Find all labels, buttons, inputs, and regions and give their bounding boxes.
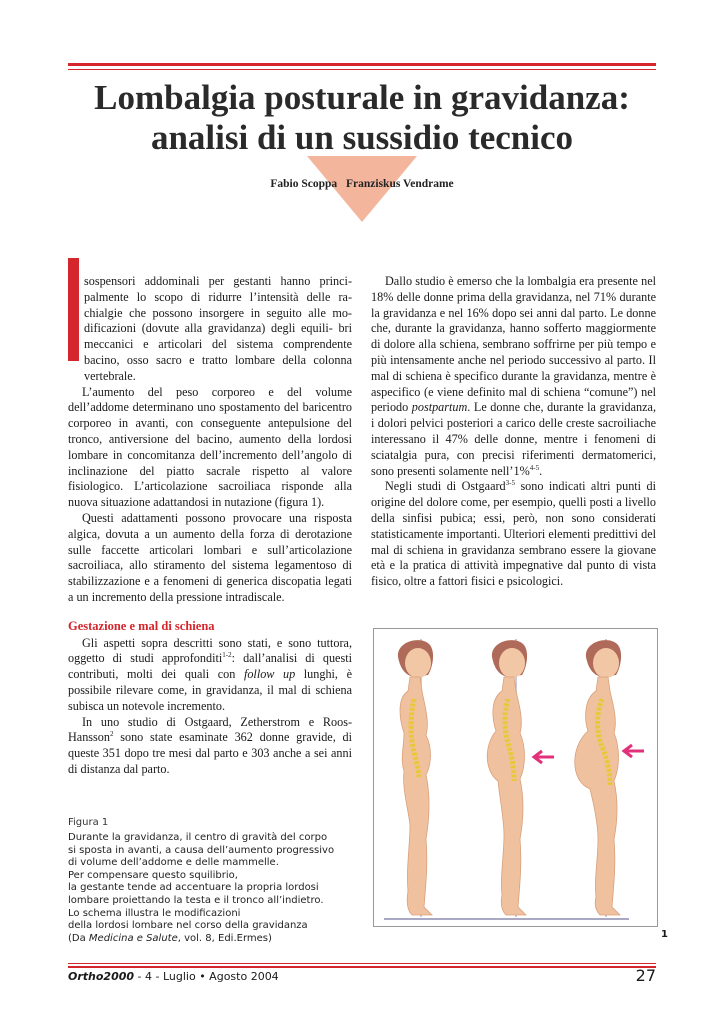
header-rule-thin [68,69,656,70]
caption-line: lombare proiettando la testa e il tronco all’indietro. [68,894,324,906]
reference-superscript: 2 [109,730,114,739]
paragraph-baricentro: L’aumento del peso corporeo e del volume dell’addome determinano uno spostamento del baricentro corporeo in avanti, con conseguente antepulsione del tronco, antiversione del bacino, aumento della lordosi lombare in concomitanza dell’incremento dell’angolo di inclinazione del piatto sacrale rispetto al valore fisiologico. L’articolazione sacroiliaca risponde alla nuova situazione adattandosi in nutazione (figura 1). [68,384,352,510]
intro-paragraph [68,274,352,385]
reference-superscript: 1-2 [222,651,232,660]
pink-arrow-icon [534,751,554,763]
text-run: Dallo studio è emerso che la lombalgia era presente nel 18% delle donne prima della gravidanza, nel 71% durante la gravidanza e nel 16% dopo sei anni dal parto. Le donne che, durante la gravidanza, hanno sofferto maggiormente di dolore alla schiena, sembrano soffrirne per più tempo e più intensamente anche nel periodo successivo al parto. Il mal di schiena è specifico durante la gravidanza, mentre è aspecifico (e viene definito mal di schiena “comune”) nel periodo [371,274,656,415]
paragraph-studi [68,636,352,715]
issue-date: - 4 - Luglio • Agosto 2004 [134,970,279,983]
woman-figure-2 [487,640,554,915]
caption-line: Lo schema illustra le modificazioni [68,907,241,919]
left-column [68,274,352,778]
footer-rule-thick [68,966,656,968]
text-run: Gli aspetti sopra descritti sono stati, e sono tuttora, oggetto di studi approfonditi [68,635,352,666]
intro-line: dificazioni (dovute alla gravidanza) degli equili- [84,321,333,336]
author-2: Franziskus Vendrame [346,178,454,190]
caption-source [68,933,368,946]
intro-line: chialgie che possono insorgere in seguito alle mo- [84,305,352,320]
intro-line: palmente lo scopo di ridurre l’intensità delle ra- [84,289,352,304]
text-run: lunghi, è possibile rilevare come, in gravidanza, il mal di schiena subisca un notevole incremento. [68,667,352,713]
caption-line: Per compensare questo squilibrio, [68,869,238,881]
text-run: Negli studi di Ostgaard [385,479,506,494]
reference-superscript: 3-5 [505,479,515,488]
paragraph-altri-punti [371,479,656,590]
text-run: . Le donne che, durante la gravidanza, i dolori pelvici posteriori a carico delle creste sacroiliache interessano il 47% delle donne, mentre i fenomeni di sciatalgia pura, con precisi riferimenti dermatomerici, sono presenti solamente nell’1% [371,400,656,478]
source-title: Medicina e Salute [88,932,178,944]
intro-line: bri meccanici e articolari del sistema comprendente [84,321,352,352]
paragraph-adattamenti: Questi adattamenti possono provocare una risposta algica, dovuta a un aumento della forza di derotazione sulle faccette articolari lombari e sull’articolazione sacroiliaca, allo stiramento del sistema legamentoso di stabilizzazione e a fenomeni di generica discopatia legati a un incremento della pressione intradiscale. [68,510,352,604]
text-run: In uno studio di Ostgaard, Zetherstrom e Roos-Hansson [68,714,352,745]
reference-superscript: 4-5 [529,463,540,472]
intro-line: sospensori addominali per gestanti hanno princi- [84,274,352,288]
text-run: (Da [68,932,89,944]
header-rule-thick [68,63,656,66]
text-run: , vol. 8, Edi.Ermes) [177,932,272,944]
caption-line: si sposta in avanti, a causa dell’aumento progressivo [68,844,335,856]
text-run: sono state esaminate 362 donne gravide, di queste 351 dopo tre mesi dal parto e 303 anche a sei anni di distanza dal parto. [68,730,352,776]
text-run: sono indicati altri punti di origine del dolore come, per esempio, quelli posti a livello della sinfisi pubica; essi, però, non sono considerati statisticamente importanti. Ulteriori elementi predittivi del mal di schiena in gravidanza sembrano essere la giovane età e la pratica di attività impegnative dal punto di vista fisico, oltre a fattori fisici e psicologici. [371,479,657,589]
author-1: Fabio Scoppa [270,178,338,190]
figure-caption [68,832,368,945]
figure-number: 1 [661,929,668,940]
figure-label: Figura 1 [68,817,109,828]
article-title [40,78,684,158]
right-column [371,274,656,590]
woman-figure-3 [575,640,644,915]
paragraph-risultati [371,274,656,479]
posture-illustration [374,629,657,926]
footer-issue-info [68,970,279,983]
intro-line: bacino, osso sacro e tratto lombare della colonna [84,352,352,367]
caption-line: Durante la gravidanza, il centro di gravità del corpo [68,832,328,843]
caption-line: della lordosi lombare nel corso della gravidanza [68,920,308,932]
footer-rule-thin [68,963,656,964]
pink-arrow-icon [624,745,644,757]
woman-figure-1 [398,640,433,915]
italic-term: postpartum [411,400,468,415]
intro-line: vertebrale. [84,368,136,383]
italic-term: follow up [243,667,296,682]
caption-line: la gestante tende ad accentuare la propria lordosi [68,882,319,894]
paragraph-ostgaard [68,715,352,778]
journal-name: Ortho2000 [68,970,135,983]
title-line-1: Lombalgia posturale in gravidanza: [94,78,630,117]
text-run: . [539,463,543,478]
page-number: 27 [635,966,656,985]
title-line-2: analisi di un sussidio tecnico [150,118,574,157]
caption-line: di volume dell’addome e delle mammelle. [68,857,279,869]
authors [180,178,544,190]
section-heading: Gestazione e mal di schiena [68,618,215,633]
text-run: : dall’analisi di questi contributi, molti dei quali con [68,651,352,682]
figure-1-illustration [373,628,658,927]
